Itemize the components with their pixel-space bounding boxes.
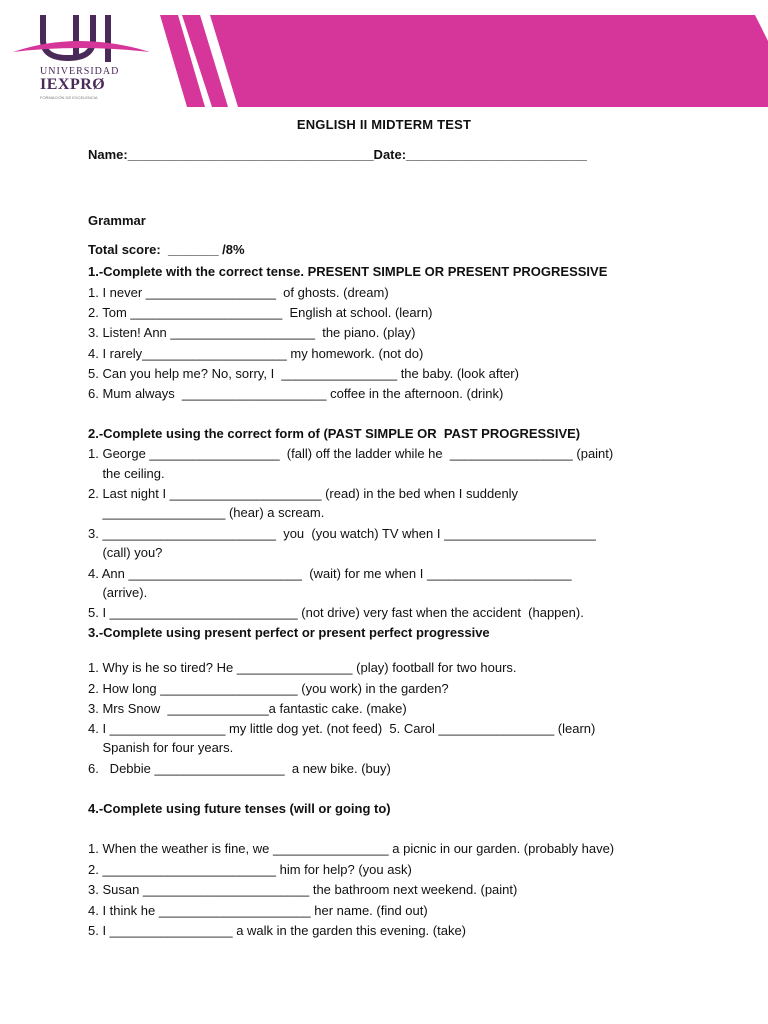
s2-item: 3. ________________________ you (you watch) TV when I _____________________ [88,526,596,541]
logo-name: IEXPRØ [40,76,106,93]
s4-item: 3. Susan _______________________ the bathroom next weekend. (paint) [88,882,518,897]
name-date-line: Name:__________________________________Date:_________________________ [88,147,587,162]
s2-item: (arrive). [88,585,148,600]
s3-item: 4. I ________________ my little dog yet. (not feed) 5. Carol ________________ (learn) [88,721,596,736]
section-4-heading: 4.-Complete using future tenses (will or going to) [88,801,391,816]
s3-item: 1. Why is he so tired? He ________________ (play) football for two hours. [88,660,517,675]
s2-item: 1. George __________________ (fall) off the ladder while he _________________ (paint) [88,446,614,461]
s2-item: _________________ (hear) a scream. [88,505,325,520]
s2-item: (call) you? [88,545,163,560]
s4-item: 5. I _________________ a walk in the garden this evening. (take) [88,923,466,938]
s1-item: 4. I rarely____________________ my homework. (not do) [88,346,424,361]
s3-item: 2. How long ___________________ (you work) in the garden? [88,681,449,696]
s3-item: Spanish for four years. [88,740,234,755]
s1-item: 2. Tom _____________________ English at school. (learn) [88,305,433,320]
s2-item: the ceiling. [88,466,165,481]
s3-item: 3. Mrs Snow ______________a fantastic cake. (make) [88,701,407,716]
section-3-heading: 3.-Complete using present perfect or present perfect progressive [88,625,490,640]
logo-university-label: UNIVERSIDAD [40,66,120,77]
s1-item: 6. Mum always ____________________ coffee in the afternoon. (drink) [88,386,504,401]
section-grammar-label: Grammar [88,213,146,228]
s2-item: 5. I __________________________ (not drive) very fast when the accident (happen). [88,605,584,620]
s1-item: 3. Listen! Ann ____________________ the piano. (play) [88,325,416,340]
s3-item: 6. Debbie __________________ a new bike. (buy) [88,761,391,776]
s1-item: 1. I never __________________ of ghosts. (dream) [88,285,389,300]
logo-tagline: FORMACIÓN DE EXCELENCIA [40,95,98,100]
s4-item: 4. I think he _____________________ her name. (find out) [88,903,428,918]
s2-item: 4. Ann ________________________ (wait) for me when I ____________________ [88,566,572,581]
s4-item: 1. When the weather is fine, we ________________ a picnic in our garden. (probably have) [88,841,615,856]
s1-item: 5. Can you help me? No, sorry, I ________________ the baby. (look after) [88,366,519,381]
section-1-heading: 1.-Complete with the correct tense. PRESENT SIMPLE OR PRESENT PROGRESSIVE [88,264,608,279]
section-2-heading: 2.-Complete using the correct form of (PAST SIMPLE OR PAST PROGRESSIVE) [88,426,581,441]
s2-item: 2. Last night I _____________________ (read) in the bed when I suddenly [88,486,519,501]
total-score: Total score: _______ /8% [88,242,245,257]
page-title: ENGLISH II MIDTERM TEST [296,117,472,132]
s4-item: 2. ________________________ him for help? (you ask) [88,862,412,877]
